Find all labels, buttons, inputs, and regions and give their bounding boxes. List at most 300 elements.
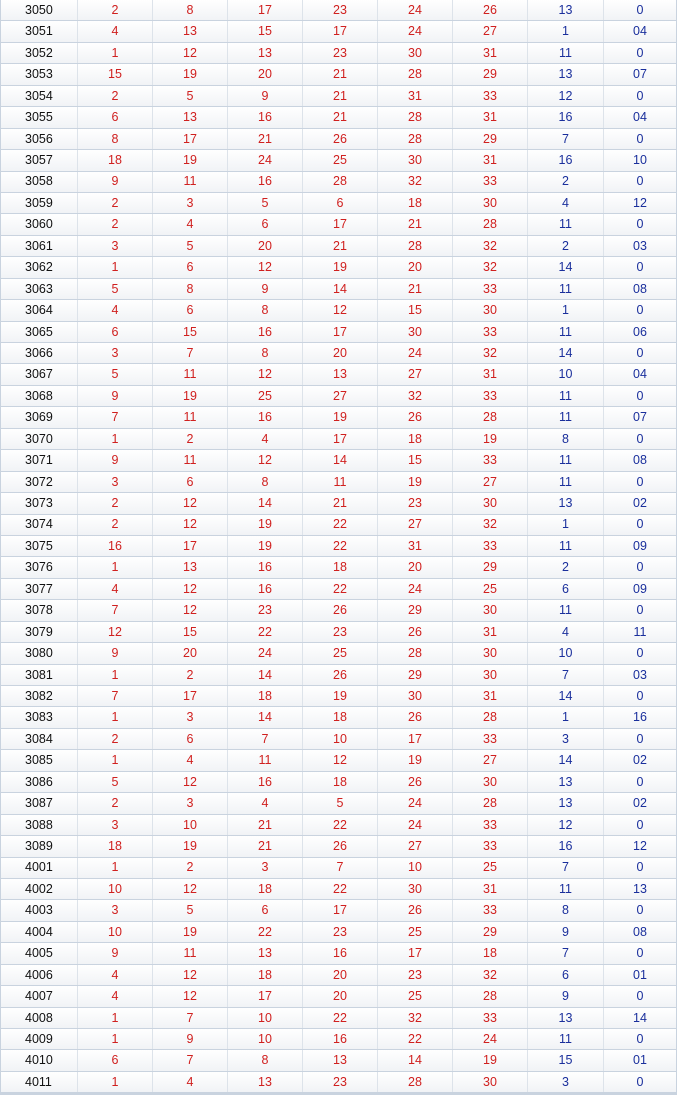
red-ball-3-cell: 12	[228, 257, 303, 277]
issue-number-cell: 3075	[0, 536, 78, 556]
extra-value-cell: 08	[604, 922, 677, 942]
red-ball-2-cell: 19	[153, 836, 228, 856]
red-ball-2-cell: 13	[153, 557, 228, 577]
blue-ball-cell: 11	[528, 879, 604, 899]
red-ball-5-cell: 26	[378, 622, 453, 642]
red-ball-2-cell: 7	[153, 1008, 228, 1028]
red-ball-1-cell: 15	[78, 64, 153, 84]
red-ball-6-cell: 28	[453, 986, 528, 1006]
issue-number-cell: 3089	[0, 836, 78, 856]
blue-ball-cell: 14	[528, 750, 604, 770]
red-ball-1-cell: 4	[78, 965, 153, 985]
red-ball-2-cell: 6	[153, 729, 228, 749]
red-ball-5-cell: 28	[378, 1072, 453, 1092]
red-ball-3-cell: 7	[228, 729, 303, 749]
red-ball-5-cell: 25	[378, 922, 453, 942]
table-row	[0, 815, 677, 836]
red-ball-6-cell: 33	[453, 536, 528, 556]
red-ball-1-cell: 2	[78, 193, 153, 213]
extra-value-cell: 08	[604, 279, 677, 299]
issue-number-cell: 3088	[0, 815, 78, 835]
issue-number-cell: 3058	[0, 172, 78, 192]
extra-value-cell: 0	[604, 686, 677, 706]
red-ball-1-cell: 10	[78, 922, 153, 942]
red-ball-2-cell: 13	[153, 21, 228, 41]
extra-value-cell: 0	[604, 129, 677, 149]
blue-ball-cell: 11	[528, 450, 604, 470]
red-ball-3-cell: 16	[228, 772, 303, 792]
table-row	[0, 0, 677, 21]
red-ball-3-cell: 19	[228, 515, 303, 535]
red-ball-2-cell: 12	[153, 579, 228, 599]
red-ball-3-cell: 18	[228, 879, 303, 899]
red-ball-3-cell: 18	[228, 686, 303, 706]
red-ball-2-cell: 19	[153, 922, 228, 942]
table-row	[0, 707, 677, 728]
red-ball-4-cell: 21	[303, 107, 378, 127]
blue-ball-cell: 16	[528, 107, 604, 127]
red-ball-6-cell: 30	[453, 665, 528, 685]
red-ball-2-cell: 17	[153, 686, 228, 706]
extra-value-cell: 0	[604, 1072, 677, 1092]
red-ball-5-cell: 24	[378, 793, 453, 813]
red-ball-3-cell: 19	[228, 536, 303, 556]
extra-value-cell: 04	[604, 21, 677, 41]
extra-value-cell: 02	[604, 493, 677, 513]
red-ball-3-cell: 20	[228, 236, 303, 256]
issue-number-cell: 4008	[0, 1008, 78, 1028]
red-ball-3-cell: 16	[228, 322, 303, 342]
red-ball-2-cell: 15	[153, 322, 228, 342]
red-ball-2-cell: 12	[153, 772, 228, 792]
blue-ball-cell: 9	[528, 986, 604, 1006]
red-ball-2-cell: 2	[153, 429, 228, 449]
red-ball-1-cell: 1	[78, 858, 153, 878]
table-row	[0, 257, 677, 278]
table-row	[0, 21, 677, 42]
blue-ball-cell: 2	[528, 172, 604, 192]
red-ball-2-cell: 5	[153, 236, 228, 256]
blue-ball-cell: 16	[528, 150, 604, 170]
table-row	[0, 364, 677, 385]
red-ball-4-cell: 26	[303, 129, 378, 149]
red-ball-5-cell: 30	[378, 43, 453, 63]
red-ball-5-cell: 22	[378, 1029, 453, 1049]
red-ball-6-cell: 27	[453, 750, 528, 770]
red-ball-5-cell: 23	[378, 493, 453, 513]
issue-number-cell: 3057	[0, 150, 78, 170]
red-ball-2-cell: 6	[153, 257, 228, 277]
issue-number-cell: 3052	[0, 43, 78, 63]
table-row	[0, 515, 677, 536]
red-ball-1-cell: 1	[78, 665, 153, 685]
red-ball-4-cell: 20	[303, 986, 378, 1006]
table-row	[0, 193, 677, 214]
red-ball-5-cell: 21	[378, 279, 453, 299]
red-ball-2-cell: 8	[153, 0, 228, 20]
red-ball-6-cell: 32	[453, 236, 528, 256]
table-row	[0, 879, 677, 900]
red-ball-2-cell: 12	[153, 600, 228, 620]
red-ball-5-cell: 30	[378, 150, 453, 170]
table-row	[0, 429, 677, 450]
table-row	[0, 236, 677, 257]
red-ball-5-cell: 17	[378, 943, 453, 963]
red-ball-4-cell: 16	[303, 943, 378, 963]
issue-number-cell: 3083	[0, 707, 78, 727]
red-ball-3-cell: 16	[228, 557, 303, 577]
red-ball-5-cell: 14	[378, 1050, 453, 1070]
red-ball-2-cell: 9	[153, 1029, 228, 1049]
red-ball-5-cell: 18	[378, 193, 453, 213]
red-ball-5-cell: 24	[378, 0, 453, 20]
red-ball-4-cell: 23	[303, 0, 378, 20]
red-ball-4-cell: 11	[303, 472, 378, 492]
red-ball-6-cell: 27	[453, 472, 528, 492]
table-row	[0, 1008, 677, 1029]
blue-ball-cell: 15	[528, 1050, 604, 1070]
table-row	[0, 322, 677, 343]
blue-ball-cell: 4	[528, 622, 604, 642]
issue-number-cell: 3051	[0, 21, 78, 41]
blue-ball-cell: 16	[528, 836, 604, 856]
red-ball-6-cell: 29	[453, 557, 528, 577]
red-ball-4-cell: 22	[303, 815, 378, 835]
red-ball-4-cell: 5	[303, 793, 378, 813]
red-ball-5-cell: 28	[378, 64, 453, 84]
red-ball-3-cell: 3	[228, 858, 303, 878]
table-row	[0, 150, 677, 171]
blue-ball-cell: 11	[528, 472, 604, 492]
table-row	[0, 836, 677, 857]
issue-number-cell: 3054	[0, 86, 78, 106]
red-ball-6-cell: 19	[453, 429, 528, 449]
issue-number-cell: 4003	[0, 900, 78, 920]
red-ball-5-cell: 30	[378, 879, 453, 899]
red-ball-6-cell: 31	[453, 622, 528, 642]
extra-value-cell: 04	[604, 364, 677, 384]
extra-value-cell: 01	[604, 965, 677, 985]
table-row	[0, 86, 677, 107]
table-row	[0, 665, 677, 686]
blue-ball-cell: 8	[528, 900, 604, 920]
table-row	[0, 986, 677, 1007]
red-ball-1-cell: 5	[78, 364, 153, 384]
blue-ball-cell: 6	[528, 965, 604, 985]
red-ball-4-cell: 23	[303, 43, 378, 63]
table-row	[0, 172, 677, 193]
extra-value-cell: 0	[604, 943, 677, 963]
extra-value-cell: 0	[604, 986, 677, 1006]
red-ball-4-cell: 12	[303, 300, 378, 320]
red-ball-1-cell: 1	[78, 707, 153, 727]
issue-number-cell: 4002	[0, 879, 78, 899]
red-ball-3-cell: 16	[228, 107, 303, 127]
red-ball-6-cell: 30	[453, 1072, 528, 1092]
red-ball-6-cell: 33	[453, 86, 528, 106]
issue-number-cell: 3062	[0, 257, 78, 277]
red-ball-1-cell: 9	[78, 386, 153, 406]
extra-value-cell: 08	[604, 450, 677, 470]
extra-value-cell: 12	[604, 836, 677, 856]
red-ball-2-cell: 13	[153, 107, 228, 127]
issue-number-cell: 3078	[0, 600, 78, 620]
red-ball-4-cell: 17	[303, 21, 378, 41]
red-ball-4-cell: 23	[303, 622, 378, 642]
extra-value-cell: 12	[604, 193, 677, 213]
red-ball-4-cell: 23	[303, 1072, 378, 1092]
red-ball-4-cell: 22	[303, 879, 378, 899]
extra-value-cell: 0	[604, 257, 677, 277]
extra-value-cell: 16	[604, 707, 677, 727]
red-ball-6-cell: 19	[453, 1050, 528, 1070]
red-ball-4-cell: 25	[303, 643, 378, 663]
red-ball-1-cell: 2	[78, 0, 153, 20]
blue-ball-cell: 13	[528, 64, 604, 84]
red-ball-5-cell: 30	[378, 322, 453, 342]
extra-value-cell: 0	[604, 214, 677, 234]
red-ball-4-cell: 17	[303, 429, 378, 449]
red-ball-3-cell: 24	[228, 150, 303, 170]
red-ball-4-cell: 18	[303, 707, 378, 727]
issue-number-cell: 3055	[0, 107, 78, 127]
red-ball-4-cell: 12	[303, 750, 378, 770]
red-ball-6-cell: 31	[453, 43, 528, 63]
blue-ball-cell: 14	[528, 257, 604, 277]
red-ball-3-cell: 8	[228, 343, 303, 363]
blue-ball-cell: 2	[528, 236, 604, 256]
red-ball-5-cell: 27	[378, 836, 453, 856]
red-ball-3-cell: 15	[228, 21, 303, 41]
blue-ball-cell: 13	[528, 1008, 604, 1028]
red-ball-1-cell: 16	[78, 536, 153, 556]
issue-number-cell: 4009	[0, 1029, 78, 1049]
red-ball-2-cell: 7	[153, 343, 228, 363]
red-ball-5-cell: 26	[378, 707, 453, 727]
red-ball-6-cell: 25	[453, 858, 528, 878]
blue-ball-cell: 10	[528, 643, 604, 663]
red-ball-6-cell: 33	[453, 386, 528, 406]
red-ball-6-cell: 25	[453, 579, 528, 599]
red-ball-5-cell: 29	[378, 665, 453, 685]
red-ball-5-cell: 31	[378, 536, 453, 556]
extra-value-cell: 0	[604, 900, 677, 920]
issue-number-cell: 3085	[0, 750, 78, 770]
red-ball-6-cell: 29	[453, 64, 528, 84]
extra-value-cell: 0	[604, 43, 677, 63]
red-ball-6-cell: 29	[453, 129, 528, 149]
extra-value-cell: 0	[604, 772, 677, 792]
red-ball-3-cell: 8	[228, 1050, 303, 1070]
extra-value-cell: 0	[604, 429, 677, 449]
red-ball-1-cell: 7	[78, 407, 153, 427]
red-ball-4-cell: 10	[303, 729, 378, 749]
issue-number-cell: 3086	[0, 772, 78, 792]
red-ball-6-cell: 31	[453, 879, 528, 899]
table-row	[0, 300, 677, 321]
red-ball-3-cell: 10	[228, 1008, 303, 1028]
red-ball-6-cell: 30	[453, 643, 528, 663]
red-ball-6-cell: 28	[453, 214, 528, 234]
red-ball-1-cell: 4	[78, 21, 153, 41]
red-ball-3-cell: 13	[228, 1072, 303, 1092]
issue-number-cell: 3050	[0, 0, 78, 20]
issue-number-cell: 3087	[0, 793, 78, 813]
red-ball-4-cell: 20	[303, 965, 378, 985]
red-ball-1-cell: 3	[78, 236, 153, 256]
red-ball-4-cell: 22	[303, 579, 378, 599]
red-ball-2-cell: 15	[153, 622, 228, 642]
red-ball-5-cell: 32	[378, 172, 453, 192]
red-ball-2-cell: 12	[153, 879, 228, 899]
red-ball-4-cell: 17	[303, 214, 378, 234]
red-ball-5-cell: 19	[378, 472, 453, 492]
extra-value-cell: 0	[604, 858, 677, 878]
issue-number-cell: 3076	[0, 557, 78, 577]
red-ball-2-cell: 10	[153, 815, 228, 835]
issue-number-cell: 3068	[0, 386, 78, 406]
issue-number-cell: 4007	[0, 986, 78, 1006]
table-row	[0, 64, 677, 85]
red-ball-6-cell: 33	[453, 279, 528, 299]
red-ball-6-cell: 33	[453, 322, 528, 342]
red-ball-5-cell: 28	[378, 107, 453, 127]
issue-number-cell: 4011	[0, 1072, 78, 1092]
issue-number-cell: 3084	[0, 729, 78, 749]
red-ball-4-cell: 28	[303, 172, 378, 192]
red-ball-5-cell: 28	[378, 643, 453, 663]
extra-value-cell: 14	[604, 1008, 677, 1028]
red-ball-1-cell: 4	[78, 579, 153, 599]
table-row	[0, 43, 677, 64]
red-ball-5-cell: 18	[378, 429, 453, 449]
red-ball-3-cell: 11	[228, 750, 303, 770]
red-ball-6-cell: 32	[453, 257, 528, 277]
table-row	[0, 793, 677, 814]
red-ball-1-cell: 6	[78, 1050, 153, 1070]
red-ball-3-cell: 6	[228, 900, 303, 920]
red-ball-5-cell: 32	[378, 386, 453, 406]
red-ball-1-cell: 5	[78, 279, 153, 299]
red-ball-2-cell: 5	[153, 900, 228, 920]
extra-value-cell: 0	[604, 300, 677, 320]
red-ball-1-cell: 5	[78, 772, 153, 792]
issue-number-cell: 4006	[0, 965, 78, 985]
extra-value-cell: 11	[604, 622, 677, 642]
table-row	[0, 107, 677, 128]
red-ball-6-cell: 24	[453, 1029, 528, 1049]
blue-ball-cell: 11	[528, 43, 604, 63]
table-row	[0, 1029, 677, 1050]
red-ball-3-cell: 9	[228, 86, 303, 106]
red-ball-2-cell: 4	[153, 1072, 228, 1092]
blue-ball-cell: 8	[528, 429, 604, 449]
red-ball-2-cell: 20	[153, 643, 228, 663]
red-ball-6-cell: 33	[453, 900, 528, 920]
red-ball-2-cell: 6	[153, 300, 228, 320]
table-row	[0, 557, 677, 578]
extra-value-cell: 04	[604, 107, 677, 127]
blue-ball-cell: 1	[528, 515, 604, 535]
blue-ball-cell: 9	[528, 922, 604, 942]
extra-value-cell: 0	[604, 600, 677, 620]
blue-ball-cell: 12	[528, 86, 604, 106]
issue-number-cell: 3060	[0, 214, 78, 234]
red-ball-3-cell: 16	[228, 172, 303, 192]
red-ball-3-cell: 8	[228, 472, 303, 492]
extra-value-cell: 03	[604, 236, 677, 256]
red-ball-2-cell: 2	[153, 858, 228, 878]
red-ball-6-cell: 26	[453, 0, 528, 20]
red-ball-2-cell: 12	[153, 43, 228, 63]
red-ball-4-cell: 13	[303, 1050, 378, 1070]
issue-number-cell: 3061	[0, 236, 78, 256]
red-ball-4-cell: 26	[303, 836, 378, 856]
red-ball-1-cell: 3	[78, 900, 153, 920]
red-ball-1-cell: 2	[78, 86, 153, 106]
extra-value-cell: 0	[604, 0, 677, 20]
table-row	[0, 472, 677, 493]
red-ball-6-cell: 30	[453, 600, 528, 620]
red-ball-2-cell: 11	[153, 450, 228, 470]
red-ball-2-cell: 19	[153, 150, 228, 170]
red-ball-5-cell: 17	[378, 729, 453, 749]
extra-value-cell: 02	[604, 793, 677, 813]
red-ball-1-cell: 8	[78, 129, 153, 149]
extra-value-cell: 0	[604, 643, 677, 663]
issue-number-cell: 3067	[0, 364, 78, 384]
issue-number-cell: 3071	[0, 450, 78, 470]
table-row	[0, 279, 677, 300]
issue-number-cell: 3074	[0, 515, 78, 535]
blue-ball-cell: 7	[528, 858, 604, 878]
red-ball-6-cell: 33	[453, 172, 528, 192]
red-ball-3-cell: 8	[228, 300, 303, 320]
table-row	[0, 900, 677, 921]
red-ball-5-cell: 23	[378, 965, 453, 985]
red-ball-2-cell: 8	[153, 279, 228, 299]
blue-ball-cell: 2	[528, 557, 604, 577]
table-row	[0, 750, 677, 771]
red-ball-6-cell: 33	[453, 815, 528, 835]
blue-ball-cell: 13	[528, 793, 604, 813]
red-ball-3-cell: 21	[228, 815, 303, 835]
red-ball-4-cell: 17	[303, 900, 378, 920]
red-ball-3-cell: 4	[228, 429, 303, 449]
red-ball-1-cell: 2	[78, 214, 153, 234]
red-ball-3-cell: 9	[228, 279, 303, 299]
red-ball-4-cell: 19	[303, 407, 378, 427]
blue-ball-cell: 13	[528, 493, 604, 513]
table-row	[0, 1050, 677, 1071]
extra-value-cell: 07	[604, 64, 677, 84]
blue-ball-cell: 13	[528, 0, 604, 20]
red-ball-3-cell: 10	[228, 1029, 303, 1049]
red-ball-2-cell: 3	[153, 707, 228, 727]
issue-number-cell: 3081	[0, 665, 78, 685]
red-ball-5-cell: 26	[378, 407, 453, 427]
issue-number-cell: 3065	[0, 322, 78, 342]
red-ball-3-cell: 16	[228, 407, 303, 427]
red-ball-4-cell: 14	[303, 450, 378, 470]
blue-ball-cell: 1	[528, 300, 604, 320]
red-ball-4-cell: 20	[303, 343, 378, 363]
red-ball-6-cell: 28	[453, 407, 528, 427]
red-ball-3-cell: 13	[228, 43, 303, 63]
issue-number-cell: 3063	[0, 279, 78, 299]
issue-number-cell: 3080	[0, 643, 78, 663]
red-ball-1-cell: 1	[78, 1008, 153, 1028]
